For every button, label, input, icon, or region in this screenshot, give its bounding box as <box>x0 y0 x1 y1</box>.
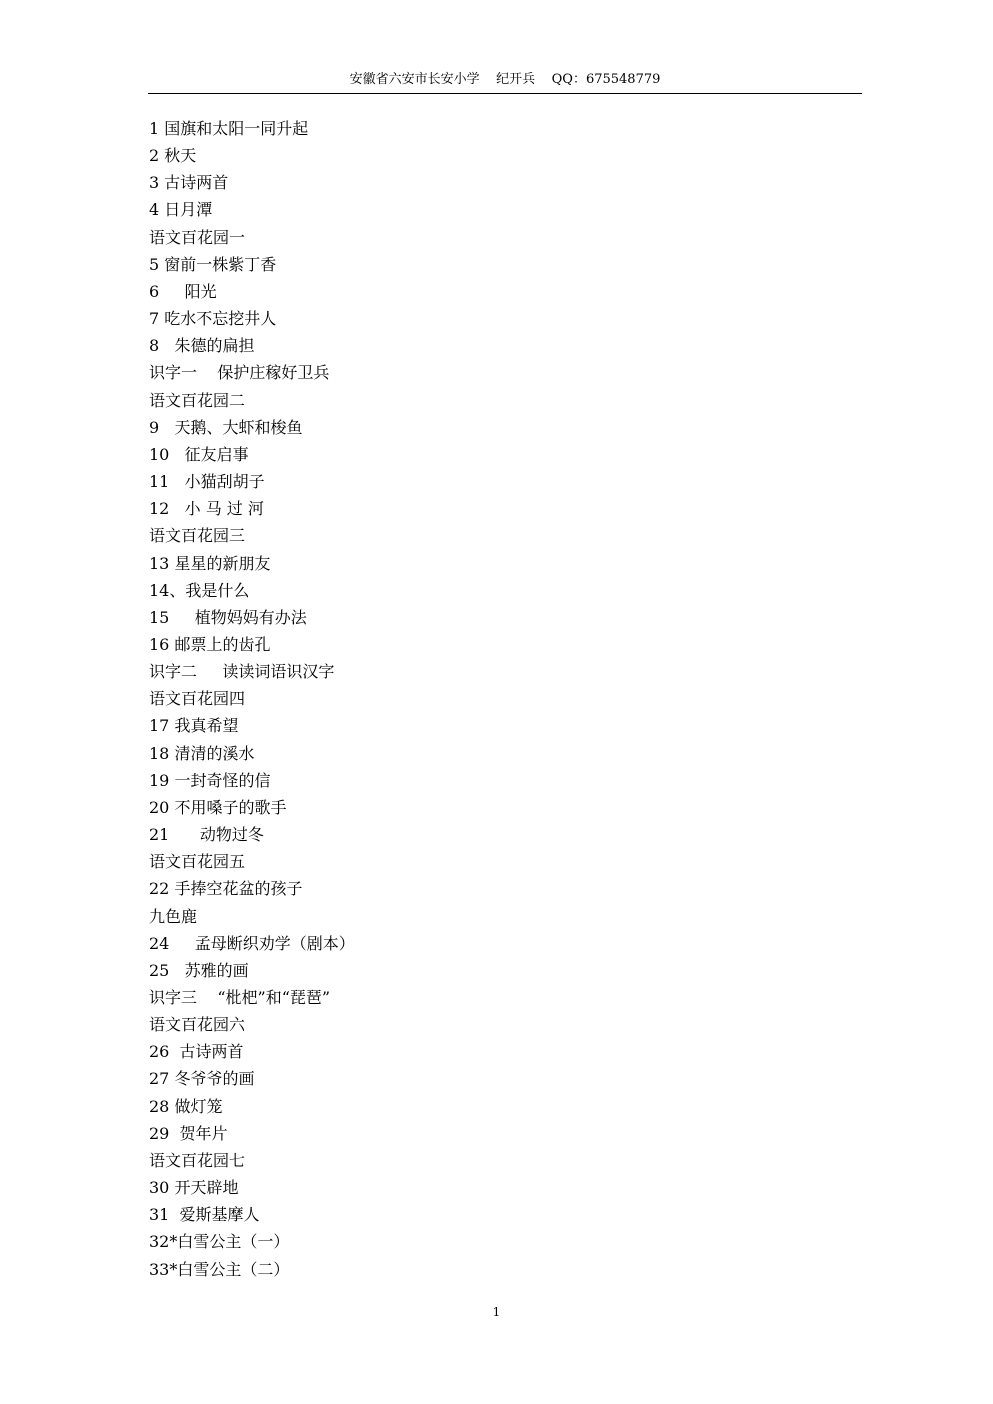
toc-item: 27 冬爷爷的画 <box>149 1069 255 1089</box>
toc-item: 3 古诗两首 <box>149 173 229 193</box>
toc-item: 32*白雪公主（一） <box>149 1232 290 1252</box>
toc-item: 20 不用嗓子的歌手 <box>149 797 287 817</box>
toc-item: 识字三 “枇杷”和“琵琶” <box>149 988 331 1007</box>
toc-item: 语文百花园二 <box>149 390 246 410</box>
toc-item: 10 征友启事 <box>149 444 249 464</box>
toc-item: 语文百花园四 <box>149 689 246 709</box>
toc-item: 15 植物妈妈有办法 <box>149 607 307 627</box>
toc-item: 17 我真希望 <box>149 716 239 736</box>
page-header <box>148 70 862 94</box>
toc-item: 13 星星的新朋友 <box>149 553 271 573</box>
toc-item: 33*白雪公主（二） <box>149 1259 290 1279</box>
toc-item: 16 邮票上的齿孔 <box>149 634 271 654</box>
toc-item: 语文百花园六 <box>149 1015 246 1035</box>
toc-item: 25 苏雅的画 <box>149 960 249 980</box>
toc-item: 21 动物过冬 <box>149 825 264 845</box>
toc-item: 24 孟母断织劝学（剧本） <box>149 933 355 953</box>
toc-item: 29 贺年片 <box>149 1123 228 1143</box>
toc-item: 9 天鹅、大虾和梭鱼 <box>149 417 303 437</box>
toc-item: 11 小猫刮胡子 <box>149 472 265 492</box>
toc-item: 语文百花园三 <box>149 526 246 546</box>
toc-item: 14、我是什么 <box>149 580 250 600</box>
toc-item: 语文百花园一 <box>149 227 246 247</box>
table-of-contents <box>149 115 355 1283</box>
toc-item: 5 窗前一株紫丁香 <box>149 254 277 274</box>
toc-item: 九色鹿 <box>149 906 198 926</box>
toc-item: 22 手捧空花盆的孩子 <box>149 879 303 899</box>
toc-item: 30 开天辟地 <box>149 1178 239 1198</box>
page-number: 1 <box>492 1305 501 1319</box>
toc-item: 28 做灯笼 <box>149 1096 223 1116</box>
toc-item: 2 秋天 <box>149 146 197 166</box>
toc-item: 31 爱斯基摩人 <box>149 1205 260 1225</box>
toc-item: 6 阳光 <box>149 281 217 301</box>
toc-item: 语文百花园七 <box>149 1150 246 1170</box>
toc-item: 19 一封奇怪的信 <box>149 770 271 790</box>
toc-item: 1 国旗和太阳一同升起 <box>149 119 309 138</box>
header-text: 安徽省六安市长安小学 纪开兵 QQ：675548779 <box>349 72 661 87</box>
toc-item: 语文百花园五 <box>149 852 246 872</box>
toc-item: 识字二 读读词语识汉字 <box>149 662 335 682</box>
toc-item: 7 吃水不忘挖井人 <box>149 309 277 329</box>
toc-item: 18 清清的溪水 <box>149 743 255 763</box>
toc-item: 4 日月潭 <box>149 200 213 220</box>
toc-item: 8 朱德的扁担 <box>149 336 255 356</box>
toc-item: 识字一 保护庄稼好卫兵 <box>149 363 330 383</box>
toc-item: 12 小 马 过 河 <box>149 499 264 519</box>
toc-item: 26 古诗两首 <box>149 1042 244 1062</box>
